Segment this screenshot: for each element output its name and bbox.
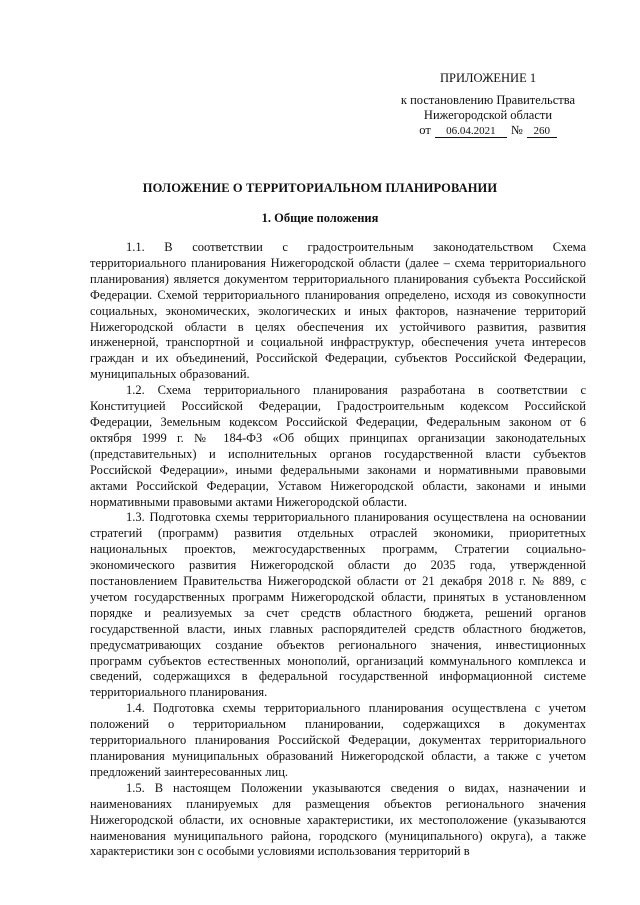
date-prefix: от — [419, 123, 431, 137]
decree-line-1: к постановлению Правительства — [400, 93, 576, 107]
decree-line-2: Нижегородской области — [423, 108, 553, 122]
document-body — [90, 240, 586, 860]
paragraph-1-4: 1.4. Подготовка схемы территориального планирования осуществлена с учетом положений о территориальном планировании, содержащихся в документах территориального планирования Российской Федерации, документах территориального планирования муниципальных образований Нижегородской области, а также с учетом предложений заинтересованных лиц. — [90, 701, 586, 779]
decree-date: 06.04.2021 — [435, 125, 507, 138]
paragraph-1-3: 1.3. Подготовка схемы территориального планирования осуществлена на основании стратегий (программ) развития отдельных отраслей экономики, приоритетных национальных проектов, межгосударственных программ, Стратегии социально-экономического развития Нижегородской области до 2035 года, утвержденной постановлением Правительства Нижегородской области от 21 декабря 2018 г. № 889, с учетом государственных программ Нижегородской области, принятых в установленном порядке и реализуемых за счет средств областного бюджета, решений органов государственной власти, иных главных распорядителей средств областного бюджетов, предусматривающих создание объектов регионального значения, инвестиционных программ субъектов естественных монополий, организаций коммунального комплекса и сведений, содержащихся в федеральной государственной информационной системе территориального планирования. — [90, 510, 586, 700]
appendix-label: ПРИЛОЖЕНИЕ 1 — [440, 71, 537, 85]
paragraph-1-5: 1.5. В настоящем Положении указываются сведения о видах, назначении и наименованиях планируемых для размещения объектов регионального значения Нижегородской области, их основные характеристики, их местоположение (указываются наименования муниципального района, городского (муниципального) округа), а также характеристики зон с особыми условиями использования территорий в — [90, 780, 586, 859]
section-heading: 1. Общие положения — [261, 211, 379, 225]
decree-reference — [398, 93, 578, 138]
decree-date-line — [398, 123, 578, 138]
paragraph-1-1: 1.1. В соответствии с градостроительным законодательством Схема территориального планирования Нижегородской области (далее – схема территориального планирования) является документом территориального планирования субъекта Российской Федерации. Схемой территориального планирования определено, исходя из совокупности социальных, экономических, экологических и иных факторов, назначение территорий Нижегородской области в целях обеспечения их устойчивого развития, развития инженерной, транспортной и социальной инфраструктур, обеспечения учета интересов граждан и их объединений, Российской Федерации, субъектов Российской Федерации, муниципальных образований. — [90, 240, 586, 382]
decree-number: 260 — [527, 125, 557, 138]
paragraph-1-2: 1.2. Схема территориального планирования разработана в соответствии с Конституцией Российской Федерации, Градостроительным кодексом Российской Федерации, Земельным кодексом Российской Федерации, Федеральным законом от 6 октября 1999 г. № 184-ФЗ «Об общих принципах организации законодательных (представительных) и исполнительных органов государственной власти субъектов Российской Федерации», иными федеральными законами и нормативными правовыми актами Российской Федерации, Уставом Нижегородской области, законами и иными нормативными правовыми актами Нижегородской области. — [90, 383, 586, 509]
document-title: ПОЛОЖЕНИЕ О ТЕРРИТОРИАЛЬНОМ ПЛАНИРОВАНИИ — [142, 181, 498, 195]
number-prefix: № — [510, 123, 523, 137]
